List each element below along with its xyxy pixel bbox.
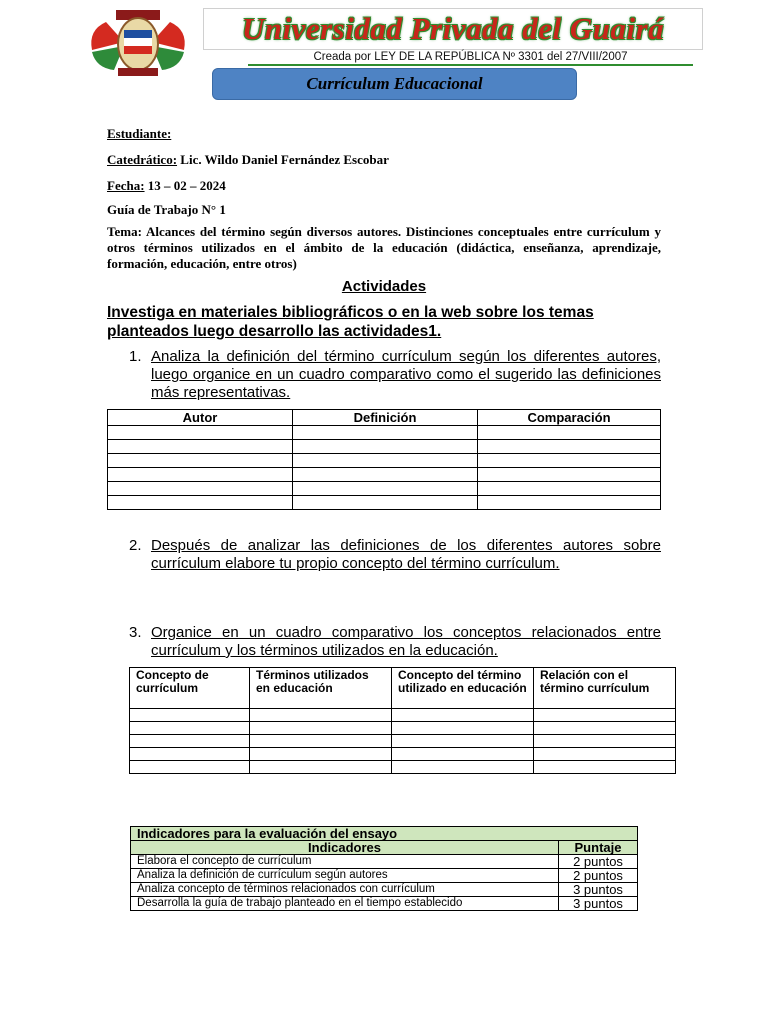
score-cell: 3 puntos xyxy=(559,883,638,897)
table-cell[interactable] xyxy=(293,440,478,454)
table-cell[interactable] xyxy=(293,468,478,482)
column-header-score: Puntaje xyxy=(559,841,638,855)
creation-note: Creada por LEY DE LA REPÚBLICA Nº 3301 del 27/VIII/2007 xyxy=(248,50,693,66)
table-cell[interactable] xyxy=(534,722,676,735)
table-cell[interactable] xyxy=(392,709,534,722)
concepts-comparison-table xyxy=(129,667,676,774)
column-header-author: Autor xyxy=(108,410,293,426)
table-cell[interactable] xyxy=(130,709,250,722)
table-row xyxy=(131,897,638,911)
table-title-row xyxy=(131,827,638,841)
score-cell: 2 puntos xyxy=(559,855,638,869)
topic-paragraph xyxy=(107,224,661,272)
table-cell[interactable] xyxy=(130,722,250,735)
activities-heading: Actividades xyxy=(341,278,427,295)
column-header-comparison: Comparación xyxy=(478,410,661,426)
score-cell: 2 puntos xyxy=(559,869,638,883)
column-header-concept: Concepto de currículum xyxy=(130,668,250,709)
table-cell[interactable] xyxy=(130,761,250,774)
table-cell[interactable] xyxy=(293,482,478,496)
table-cell[interactable] xyxy=(250,761,392,774)
score-cell: 3 puntos xyxy=(559,897,638,911)
table-cell[interactable] xyxy=(534,761,676,774)
student-line xyxy=(107,126,171,142)
document-title: Currículum Educacional xyxy=(212,68,577,100)
professor-label: Catedrático: xyxy=(107,152,178,167)
indicator-cell: Elabora el concepto de currículum xyxy=(131,855,559,869)
date-label: Fecha: xyxy=(107,178,145,193)
table-cell[interactable] xyxy=(534,748,676,761)
table-cell[interactable] xyxy=(108,496,293,510)
table-header-row xyxy=(131,841,638,855)
table-row xyxy=(131,855,638,869)
indicator-cell: Analiza la definición de currículum según autores xyxy=(131,869,559,883)
table-cell[interactable] xyxy=(478,454,661,468)
table-cell[interactable] xyxy=(392,735,534,748)
table-cell[interactable] xyxy=(130,735,250,748)
table-cell[interactable] xyxy=(478,440,661,454)
table-cell[interactable] xyxy=(250,709,392,722)
table-cell[interactable] xyxy=(250,735,392,748)
date-value: 13 – 02 – 2024 xyxy=(144,178,226,193)
table-row xyxy=(108,440,661,454)
topic-label: Tema: xyxy=(107,224,142,239)
table-cell[interactable] xyxy=(108,468,293,482)
professor-line xyxy=(107,152,389,168)
table-cell[interactable] xyxy=(392,748,534,761)
table-cell[interactable] xyxy=(250,722,392,735)
table-cell[interactable] xyxy=(478,426,661,440)
table-cell[interactable] xyxy=(534,709,676,722)
table-header-row xyxy=(130,668,676,709)
table-row xyxy=(108,482,661,496)
table-cell[interactable] xyxy=(478,496,661,510)
table-row xyxy=(131,883,638,897)
indicator-cell: Analiza concepto de términos relacionados con currículum xyxy=(131,883,559,897)
activity-number: 1. xyxy=(129,348,142,365)
column-header-relation: Relación con el término currículum xyxy=(534,668,676,709)
university-banner xyxy=(203,8,703,50)
guide-title: Guía de Trabajo N° 1 xyxy=(107,202,226,217)
column-header-definition: Definición xyxy=(293,410,478,426)
table-cell[interactable] xyxy=(293,454,478,468)
table-cell[interactable] xyxy=(108,426,293,440)
evaluation-indicators-table xyxy=(130,826,638,911)
activity-text: Después de analizar las definiciones de los diferentes autores sobre currículum elabore tu propio concepto del término currículum. xyxy=(151,537,661,572)
table-cell[interactable] xyxy=(534,735,676,748)
table-cell[interactable] xyxy=(108,440,293,454)
table-cell[interactable] xyxy=(293,496,478,510)
university-seal-logo xyxy=(84,6,192,78)
activities-intro: Investiga en materiales bibliográficos o en la web sobre los temas planteados luego desarrollo las actividades1. xyxy=(107,304,594,340)
table-row xyxy=(108,496,661,510)
activity-number: 2. xyxy=(129,537,142,554)
table-row xyxy=(130,735,676,748)
date-line xyxy=(107,178,226,194)
activity-number: 3. xyxy=(129,624,142,641)
topic-text: Alcances del término según diversos autores. Distinciones conceptuales entre currículum y otros términos utilizados en el ámbito de la educación (didáctica, enseñanza, aprendizaje, formación, educación, entre otros) xyxy=(107,224,661,271)
column-header-indicators: Indicadores xyxy=(131,841,559,855)
professor-name: Lic. Wildo Daniel Fernández Escobar xyxy=(177,152,389,167)
table-cell[interactable] xyxy=(108,454,293,468)
student-label: Estudiante: xyxy=(107,126,172,141)
table-cell[interactable] xyxy=(293,426,478,440)
table-cell[interactable] xyxy=(392,722,534,735)
column-header-term-concept: Concepto del término utilizado en educación xyxy=(392,668,534,709)
university-name: Universidad Privada del Guairá xyxy=(241,11,665,46)
table-cell[interactable] xyxy=(478,482,661,496)
table-row xyxy=(108,426,661,440)
table-cell[interactable] xyxy=(478,468,661,482)
activity-text: Analiza la definición del término currículum según los diferentes autores, luego organice en un cuadro comparativo como el sugerido las definiciones más representativas. xyxy=(151,348,661,401)
table-row xyxy=(130,709,676,722)
indicator-cell: Desarrolla la guía de trabajo planteado en el tiempo establecido xyxy=(131,897,559,911)
table-row xyxy=(131,869,638,883)
column-header-terms: Términos utilizados en educación xyxy=(250,668,392,709)
authors-comparison-table xyxy=(107,409,661,510)
table-row xyxy=(130,722,676,735)
table-row xyxy=(130,761,676,774)
table-header-row xyxy=(108,410,661,426)
table-row xyxy=(130,748,676,761)
table-cell[interactable] xyxy=(108,482,293,496)
activity-text: Organice en un cuadro comparativo los conceptos relacionados entre currículum y los términos utilizados en la educación. xyxy=(151,624,661,659)
table-cell[interactable] xyxy=(250,748,392,761)
table-row xyxy=(108,454,661,468)
table-cell[interactable] xyxy=(392,761,534,774)
evaluation-title: Indicadores para la evaluación del ensayo xyxy=(131,827,638,841)
table-cell[interactable] xyxy=(130,748,250,761)
table-row xyxy=(108,468,661,482)
